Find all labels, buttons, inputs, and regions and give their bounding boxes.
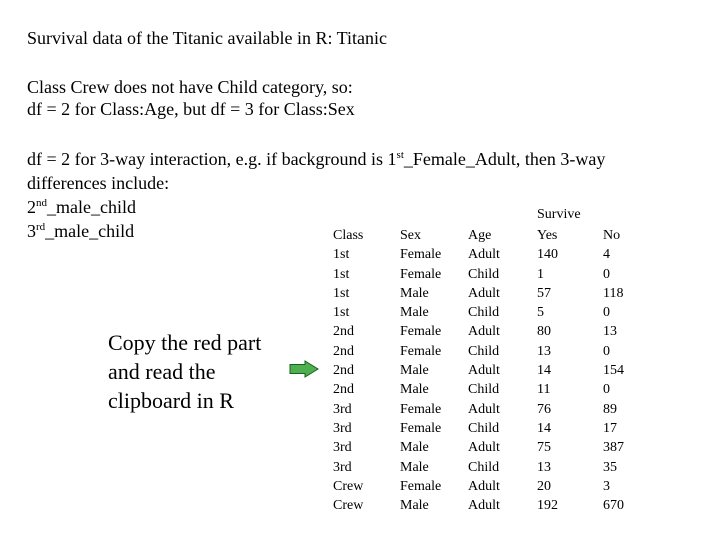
item2-number: 3	[27, 221, 36, 241]
table-cell: Female	[400, 478, 442, 494]
difference-item-1	[27, 196, 136, 218]
table-cell: Female	[400, 247, 442, 263]
instruction-line-1: Copy the red part	[108, 330, 262, 355]
differences-line: differences include:	[27, 173, 170, 193]
table-cell: Adult	[468, 363, 500, 379]
table-cell: 670	[603, 498, 624, 514]
table-cell: Child	[468, 382, 500, 398]
table-cell: 1st	[333, 266, 350, 282]
column-header: Yes	[537, 228, 558, 243]
table-cell: 140	[537, 247, 558, 263]
right-arrow-icon	[289, 360, 319, 378]
table-cell: Male	[400, 363, 429, 379]
instruction-line-3: clipboard in R	[108, 388, 234, 413]
table-cell: Adult	[468, 285, 500, 301]
table-cell: 35	[603, 459, 617, 475]
column-header: Class	[333, 228, 364, 243]
instruction-line-2: and read the	[108, 359, 216, 384]
table-cell: 0	[603, 305, 610, 321]
table-cell: 13	[537, 459, 551, 475]
table-cell: Child	[468, 343, 500, 359]
instruction-text	[108, 328, 261, 415]
table-cell: 1st	[333, 285, 350, 301]
table-cell: 2nd	[333, 343, 354, 359]
column-header: No	[603, 228, 621, 243]
item1-number: 2	[27, 197, 36, 217]
table-cell: Adult	[468, 440, 500, 456]
table-cell: 14	[537, 363, 551, 379]
table-cell: 154	[603, 363, 624, 379]
table-cell: 57	[537, 285, 551, 301]
table-cell: 5	[537, 305, 544, 321]
table-cell: 13	[603, 324, 617, 340]
table-cell: 3rd	[333, 459, 352, 475]
difference-item-2	[27, 220, 134, 242]
table-cell: 2nd	[333, 382, 354, 398]
interaction-text-end: _Female_Adult, then 3-way	[403, 149, 606, 169]
table-cell: Male	[400, 285, 429, 301]
table-cell: 89	[603, 401, 617, 417]
table-cell: Male	[400, 382, 429, 398]
table-cell: Female	[400, 266, 442, 282]
table-cell: Male	[400, 459, 429, 475]
column-age	[468, 226, 500, 515]
column-header: Sex	[400, 228, 421, 243]
table-cell: 76	[537, 401, 551, 417]
table-cell: 3rd	[333, 420, 352, 436]
table-cell: 3	[603, 478, 610, 494]
table-cell: 0	[603, 382, 610, 398]
table-cell: 3rd	[333, 440, 352, 456]
table-cell: 1st	[333, 305, 350, 321]
table-cell: 80	[537, 324, 551, 340]
table-cell: 192	[537, 498, 558, 514]
table-cell: Female	[400, 420, 442, 436]
item1-text: _male_child	[47, 197, 136, 217]
interaction-text-start: df = 2 for 3-way interaction, e.g. if background is 1	[27, 149, 397, 169]
column-sex	[400, 226, 441, 515]
table-cell: Female	[400, 324, 442, 340]
interaction-line	[27, 148, 605, 170]
table-cell: Child	[468, 459, 500, 475]
table-cell: 1	[537, 266, 544, 282]
table-cell: Male	[400, 440, 429, 456]
note-line-2: df = 2 for Class:Age, but df = 3 for Class:Sex	[27, 99, 355, 119]
table-cell: 387	[603, 440, 624, 456]
table-cell: Child	[468, 266, 500, 282]
table-cell: 118	[603, 285, 624, 301]
column-no	[603, 226, 624, 515]
table-cell: 1st	[333, 247, 350, 263]
table-cell: 0	[603, 266, 610, 282]
table-cell: Female	[400, 401, 442, 417]
table-cell: 4	[603, 247, 610, 263]
table-cell: Female	[400, 343, 442, 359]
table-cell: Male	[400, 498, 429, 514]
table-cell: 3rd	[333, 401, 352, 417]
note-line-1: Class Crew does not have Child category, so:	[27, 77, 353, 97]
column-class	[333, 226, 363, 515]
interaction-superscript: st	[396, 149, 404, 161]
table-cell: Crew	[333, 478, 364, 494]
table-cell: 11	[537, 382, 551, 398]
column-yes	[537, 226, 558, 515]
table-cell: 14	[537, 420, 551, 436]
table-cell: Child	[468, 420, 500, 436]
table-cell: Child	[468, 305, 500, 321]
table-cell: 2nd	[333, 324, 354, 340]
survive-header: Survive	[537, 207, 581, 222]
table-cell: Adult	[468, 247, 500, 263]
table-cell: 17	[603, 420, 617, 436]
item2-superscript: rd	[36, 221, 46, 233]
table-cell: 2nd	[333, 363, 354, 379]
table-cell: 75	[537, 440, 551, 456]
item1-superscript: nd	[36, 197, 47, 209]
item2-text: _male_child	[45, 221, 135, 241]
column-header: Age	[468, 228, 492, 243]
table-cell: 13	[537, 343, 551, 359]
table-cell: Adult	[468, 478, 500, 494]
table-cell: Adult	[468, 498, 500, 514]
table-cell: 0	[603, 343, 610, 359]
table-cell: 20	[537, 478, 551, 494]
table-cell: Adult	[468, 401, 500, 417]
table-cell: Male	[400, 305, 429, 321]
table-cell: Crew	[333, 498, 364, 514]
table-cell: Adult	[468, 324, 500, 340]
page-title: Survival data of the Titanic available in R: Titanic	[27, 28, 387, 48]
